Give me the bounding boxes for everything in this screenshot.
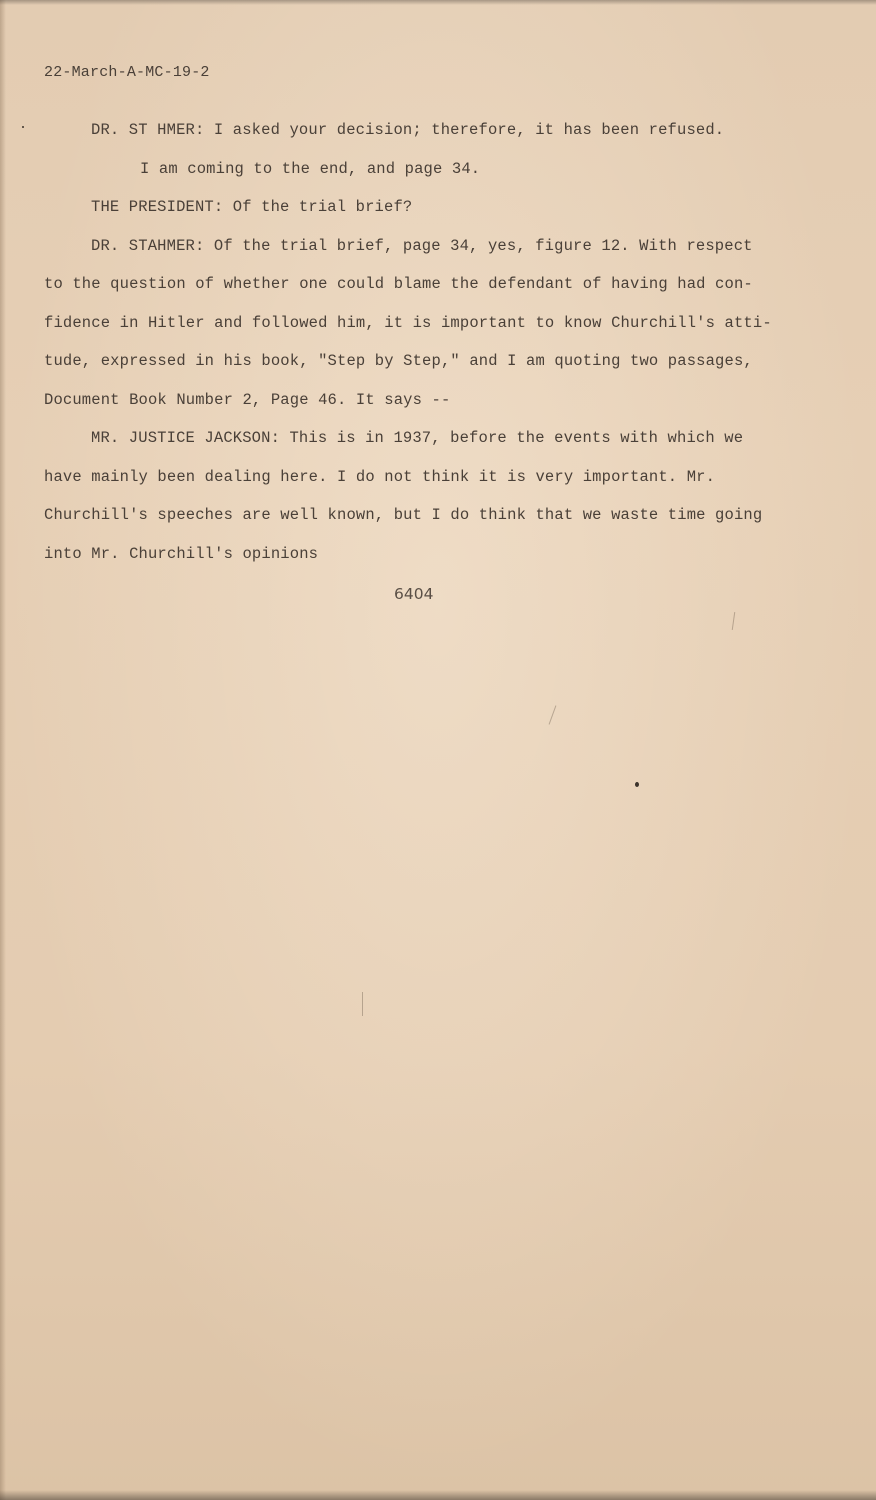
transcript-line: Churchill's speeches are well known, but I do think that we waste time going xyxy=(44,506,763,524)
transcript-line: THE PRESIDENT: Of the trial brief? xyxy=(91,198,413,216)
paper-speck xyxy=(635,782,639,787)
transcript-line: Document Book Number 2, Page 46. It says -- xyxy=(44,390,451,409)
page-number: 6404 xyxy=(394,585,434,603)
transcript-line: fidence in Hitler and followed him, it is important to know Churchill's atti- xyxy=(44,313,772,332)
transcript-line: tude, expressed in his book, "Step by Step," and I am quoting two passages, xyxy=(44,352,753,370)
paper-speck xyxy=(22,126,24,128)
transcript-line: I am coming to the end, and page 34. xyxy=(140,159,481,178)
transcript-line: have mainly been dealing here. I do not think it is very important. Mr. xyxy=(44,467,716,486)
paper-scratch xyxy=(362,992,363,1016)
paper-scratch xyxy=(549,705,557,724)
transcript-line: MR. JUSTICE JACKSON: This is in 1937, before the events with which we xyxy=(91,429,744,447)
document-reference: 22-March-A-MC-19-2 xyxy=(44,64,210,81)
page-top-edge xyxy=(0,0,876,5)
paper-scratch xyxy=(732,612,735,630)
transcript-line: DR. ST HMER: I asked your decision; therefore, it has been refused. xyxy=(91,121,725,139)
transcript-line: DR. STAHMER: Of the trial brief, page 34, yes, figure 12. With respect xyxy=(91,236,753,255)
transcript-body xyxy=(44,116,789,578)
transcript-line: to the question of whether one could blame the defendant of having had con- xyxy=(44,275,753,293)
transcript-line: into Mr. Churchill's opinions xyxy=(44,544,319,563)
